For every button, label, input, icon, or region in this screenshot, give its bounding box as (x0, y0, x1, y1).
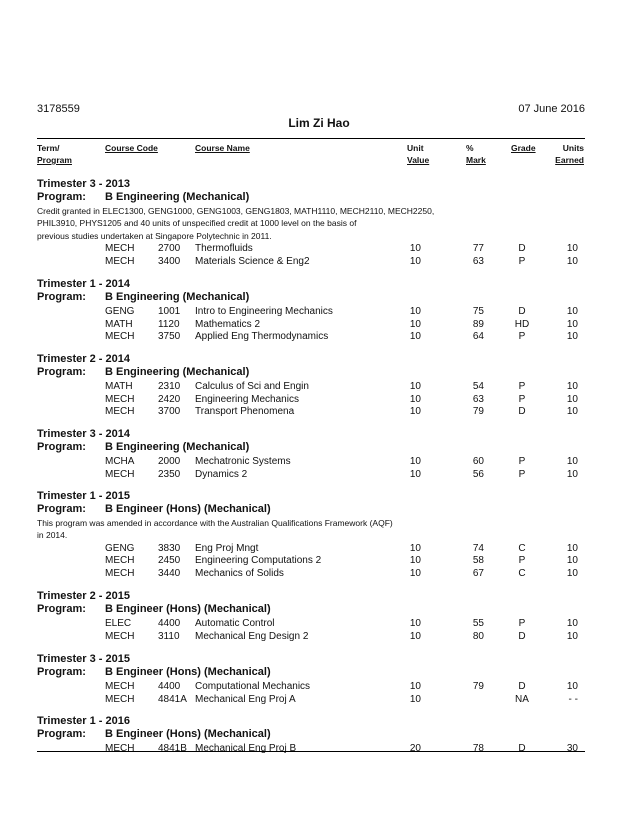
course-name: Mechanics of Solids (195, 567, 284, 579)
program-name: B Engineering (Mechanical) (105, 191, 250, 203)
course-units-earned: 10 (566, 542, 578, 554)
term-heading: Trimester 1 - 2015 (37, 490, 130, 502)
course-subject: MECH (105, 693, 135, 705)
course-subject: MECH (105, 555, 135, 567)
course-mark: 58 (472, 555, 484, 567)
course-number: 3830 (158, 542, 181, 554)
term-heading: Trimester 1 - 2016 (37, 715, 130, 727)
course-number: 3440 (158, 567, 181, 579)
course-grade: NA (515, 693, 529, 705)
course-name: Engineering Computations 2 (195, 555, 322, 567)
course-name: Transport Phenomena (195, 406, 295, 417)
course-units-earned: 10 (566, 567, 578, 579)
course-mark: 79 (472, 681, 484, 692)
course-unit-value: 10 (409, 630, 421, 642)
course-subject: MECH (105, 630, 135, 642)
course-unit-value: 10 (409, 456, 421, 467)
course-name: Engineering Mechanics (195, 393, 299, 405)
program-name: B Engineer (Hons) (Mechanical) (105, 603, 271, 615)
course-mark: 78 (472, 743, 484, 754)
program-label: Program: (37, 366, 86, 378)
course-name: Eng Proj Mngt (195, 542, 259, 554)
course-subject: MECH (105, 743, 135, 754)
course-name: Mechanical Eng Proj A (195, 693, 296, 705)
course-number: 2450 (158, 555, 181, 567)
course-grade: P (518, 618, 526, 629)
course-units-earned: 10 (566, 630, 578, 642)
course-name: Applied Eng Thermodynamics (195, 331, 329, 342)
program-name: B Engineering (Mechanical) (105, 366, 250, 378)
course-subject: MECH (105, 567, 135, 579)
course-unit-value: 10 (409, 243, 421, 255)
course-units-earned: 10 (566, 306, 578, 317)
col-pct-label: % (466, 143, 474, 153)
course-grade: HD (514, 318, 530, 330)
header-top-rule (37, 138, 585, 139)
course-unit-value: 10 (409, 381, 421, 392)
course-number: 2310 (158, 381, 181, 392)
course-name: Calculus of Sci and Engin (195, 381, 309, 392)
course-grade: P (518, 468, 526, 480)
col-units-label: Units (562, 143, 584, 153)
col-program-label: Program (37, 155, 72, 165)
term-heading: Trimester 3 - 2014 (37, 428, 130, 440)
course-units-earned: 10 (566, 456, 578, 467)
course-mark: 79 (472, 406, 484, 417)
course-mark: 60 (472, 456, 484, 467)
program-label: Program: (37, 503, 86, 515)
course-grade: D (518, 406, 526, 417)
course-units-earned: 10 (566, 393, 578, 405)
student-id: 3178559 (37, 103, 80, 115)
course-name: Intro to Engineering Mechanics (195, 306, 333, 317)
course-units-earned: 10 (566, 618, 578, 629)
col-value-label: Value (407, 155, 430, 165)
course-number: 2700 (158, 243, 181, 255)
program-label: Program: (37, 291, 86, 303)
course-name: Mechanical Eng Proj B (195, 743, 297, 754)
course-unit-value: 10 (409, 618, 421, 629)
course-name: Automatic Control (195, 618, 275, 629)
course-subject: MCHA (105, 456, 135, 467)
course-unit-value: 10 (409, 306, 421, 317)
program-label: Program: (37, 728, 86, 740)
course-mark: 63 (472, 393, 484, 405)
course-name: Mechatronic Systems (195, 456, 291, 467)
col-mark-label: Mark (466, 155, 486, 165)
term-heading: Trimester 3 - 2015 (37, 653, 130, 665)
course-name: Mathematics 2 (195, 318, 261, 330)
course-grade: P (518, 331, 526, 342)
course-mark: 67 (472, 567, 484, 579)
term-heading: Trimester 2 - 2014 (37, 353, 130, 365)
program-name: B Engineering (Mechanical) (105, 291, 250, 303)
col-course-name: Course Name (195, 143, 250, 153)
course-units-earned: 10 (566, 243, 578, 255)
student-name: Lim Zi Hao (288, 116, 350, 130)
course-mark: 63 (472, 255, 484, 267)
course-unit-value: 10 (409, 393, 421, 405)
issue-date: 07 June 2016 (518, 103, 585, 115)
program-note: previous studies undertaken at Singapore Polytechnic in 2011. (37, 230, 272, 241)
program-note: This program was amended in accordance with the Australian Qualifications Framework (AQF) (37, 518, 393, 528)
course-units-earned: 10 (566, 406, 578, 417)
course-units-earned: 10 (566, 468, 578, 480)
course-number: 2420 (158, 393, 181, 405)
course-unit-value: 10 (409, 331, 421, 342)
course-grade: D (518, 306, 526, 317)
course-number: 1120 (158, 318, 180, 330)
course-grade: D (518, 630, 526, 642)
course-unit-value: 10 (409, 542, 421, 554)
course-unit-value: 10 (409, 555, 421, 567)
course-number: 4400 (158, 681, 181, 692)
course-subject: MECH (105, 681, 135, 692)
course-number: 2350 (158, 468, 181, 480)
course-subject: ELEC (105, 618, 132, 629)
program-note: PHIL3910, PHYS1205 and 40 units of unspecified credit at 1000 level on the basis of (37, 218, 357, 229)
course-grade: P (518, 381, 526, 392)
program-label: Program: (37, 666, 86, 678)
course-units-earned: 10 (566, 381, 578, 392)
course-name: Thermofluids (195, 243, 253, 255)
col-course-code: Course Code (105, 143, 158, 153)
course-grade: D (518, 243, 526, 255)
program-name: B Engineer (Hons) (Mechanical) (105, 666, 271, 678)
course-grade: P (518, 456, 526, 467)
course-number: 4841A (158, 693, 187, 705)
course-subject: MATH (105, 318, 133, 330)
course-name: Dynamics 2 (195, 468, 248, 480)
course-number: 2000 (158, 456, 181, 467)
course-grade: D (518, 743, 526, 754)
course-number: 3110 (158, 630, 180, 642)
course-units-earned: 10 (566, 681, 578, 692)
course-number: 1001 (158, 306, 181, 317)
course-unit-value: 10 (409, 318, 421, 330)
course-mark: 64 (472, 331, 484, 342)
program-name: B Engineer (Hons) (Mechanical) (105, 728, 271, 740)
course-grade: P (518, 255, 526, 267)
col-earned-label: Earned (555, 155, 584, 165)
program-note: in 2014. (37, 530, 68, 541)
course-number: 4400 (158, 618, 181, 629)
course-number: 4841B (158, 743, 187, 754)
course-subject: GENG (105, 542, 135, 554)
course-grade: D (518, 681, 526, 692)
program-label: Program: (37, 441, 86, 453)
course-mark: 80 (472, 630, 484, 642)
course-unit-value: 10 (409, 255, 421, 267)
course-unit-value: 10 (409, 681, 421, 692)
program-label: Program: (37, 603, 86, 615)
course-units-earned: 10 (566, 555, 578, 567)
course-name: Mechanical Eng Design 2 (195, 630, 309, 642)
course-unit-value: 10 (409, 406, 421, 417)
course-number: 3400 (158, 255, 181, 267)
course-number: 3750 (158, 331, 181, 342)
course-units-earned: 10 (566, 255, 578, 267)
course-mark: 54 (472, 381, 484, 392)
course-subject: MECH (105, 331, 135, 342)
col-unit-label: Unit (407, 143, 424, 153)
course-grade: C (518, 567, 526, 579)
course-grade: P (518, 393, 526, 405)
course-mark: 74 (472, 542, 484, 554)
course-unit-value: 10 (409, 468, 421, 480)
course-units-earned: 10 (566, 318, 578, 330)
col-term-label: Term/ (37, 143, 60, 153)
course-name: Computational Mechanics (195, 681, 311, 692)
course-subject: MECH (105, 406, 135, 417)
course-unit-value: 10 (409, 693, 421, 705)
course-subject: MATH (105, 381, 133, 392)
course-grade: C (518, 542, 526, 554)
course-number: 3700 (158, 406, 181, 417)
course-units-earned: 10 (566, 331, 578, 342)
term-heading: Trimester 2 - 2015 (37, 590, 130, 602)
program-label: Program: (37, 191, 86, 203)
program-name: B Engineer (Hons) (Mechanical) (105, 503, 271, 515)
course-unit-value: 10 (409, 567, 421, 579)
term-heading: Trimester 1 - 2014 (37, 278, 130, 290)
course-mark: 75 (472, 306, 484, 317)
footer-bottom-rule (37, 751, 585, 752)
course-mark: 77 (472, 243, 484, 255)
course-grade: P (518, 555, 526, 567)
course-name: Materials Science & Eng2 (195, 255, 310, 267)
course-mark: 55 (472, 618, 484, 629)
program-note: Credit granted in ELEC1300, GENG1000, GENG1003, GENG1803, MATH1110, MECH2110, MECH2250, (37, 206, 435, 216)
col-grade: Grade (511, 143, 536, 153)
term-heading: Trimester 3 - 2013 (37, 178, 130, 190)
course-units-earned: 30 (566, 743, 578, 754)
course-mark: 56 (472, 468, 484, 480)
course-subject: MECH (105, 468, 135, 480)
course-unit-value: 20 (409, 743, 421, 754)
course-subject: MECH (105, 255, 135, 267)
course-subject: MECH (105, 393, 135, 405)
course-units-earned: - - (568, 693, 578, 705)
course-subject: MECH (105, 243, 135, 255)
course-mark: 89 (472, 318, 484, 330)
program-name: B Engineering (Mechanical) (105, 441, 250, 453)
course-subject: GENG (105, 306, 135, 317)
